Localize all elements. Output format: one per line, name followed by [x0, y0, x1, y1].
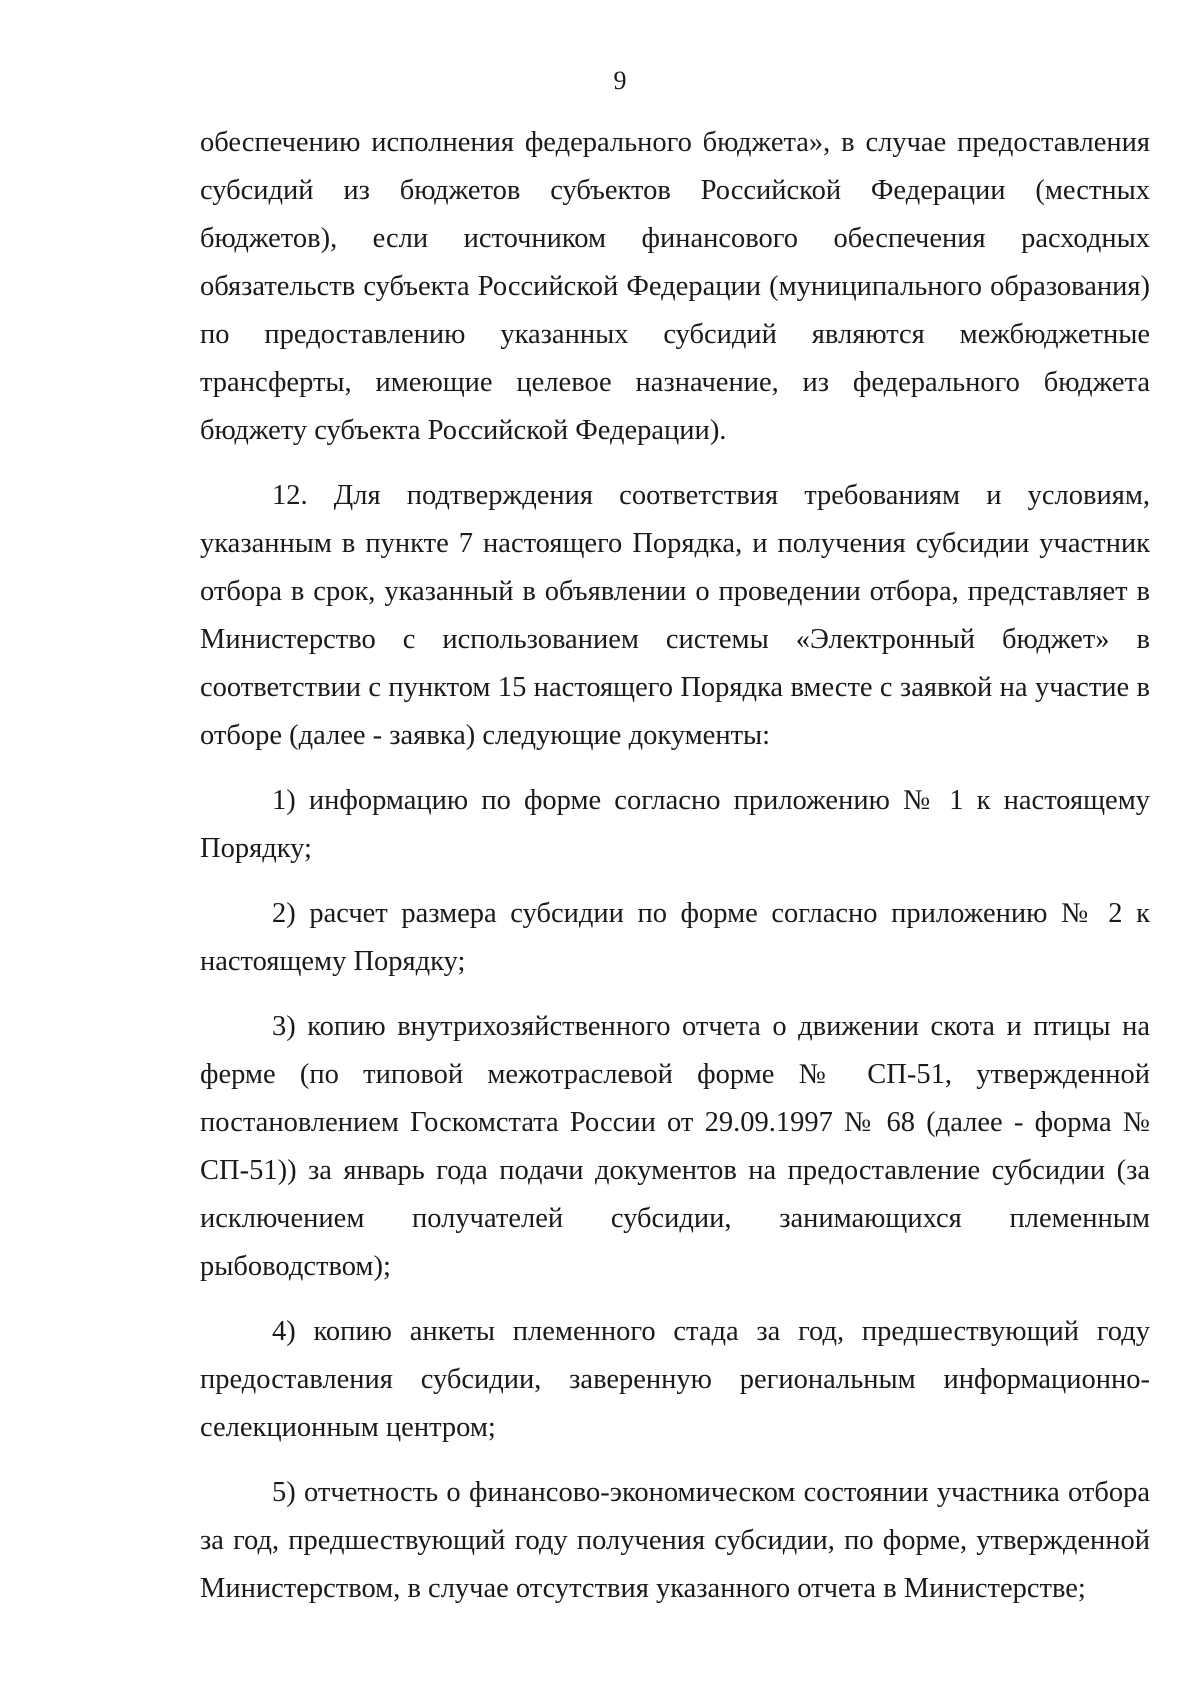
list-item-4: 4) копию анкеты племенного стада за год, предшествующий году предоставления субсидии, заверенную региональным информационно-селекционным центром; [200, 1316, 1150, 1443]
page-number: 9 [613, 66, 627, 95]
paragraph-item-12: 12. Для подтверждения соответствия требованиям и условиям, указанным в пункте 7 настоящего Порядка, и получения субсидии участник отбора в срок, указанный в объявлении о проведении отбора, представляет в Министерство с использованием системы «Электронный бюджет» в соответствии с пунктом 15 настоящего Порядка вместе с заявкой на участие в отборе (далее - заявка) следующие документы: [200, 480, 1150, 751]
list-item-3: 3) копию внутрихозяйственного отчета о движении скота и птицы на ферме (по типовой межотраслевой форме № СП-51, утвержденной постановлением Госкомстата России от 29.09.1997 № 68 (далее - форма № СП-51)) за январь года подачи документов на предоставление субсидии (за исключением получателей субсидии, занимающихся племенным рыбоводством); [200, 1011, 1150, 1282]
list-item-1: 1) информацию по форме согласно приложению № 1 к настоящему Порядку; [200, 785, 1150, 864]
list-item-2: 2) расчет размера субсидии по форме согласно приложению № 2 к настоящему Порядку; [200, 898, 1150, 977]
paragraph-continuation: обеспечению исполнения федерального бюджета», в случае предоставления субсидий из бюджетов субъектов Российской Федерации (местных бюджетов), если источником финансового обеспечения расходных обязательств субъекта Российской Федерации (муниципального образования) по предоставлению указанных субсидий являются межбюджетные трансферты, имеющие целевое назначение, из федерального бюджета бюджету субъекта Российской Федерации). [200, 127, 1150, 446]
list-item-5: 5) отчетность о финансово-экономическом состоянии участника отбора за год, предшествующий году получения субсидии, по форме, утвержденной Министерством, в случае отсутствия указанного отчета в Министерстве; [200, 1477, 1150, 1604]
document-body [200, 119, 1150, 1613]
